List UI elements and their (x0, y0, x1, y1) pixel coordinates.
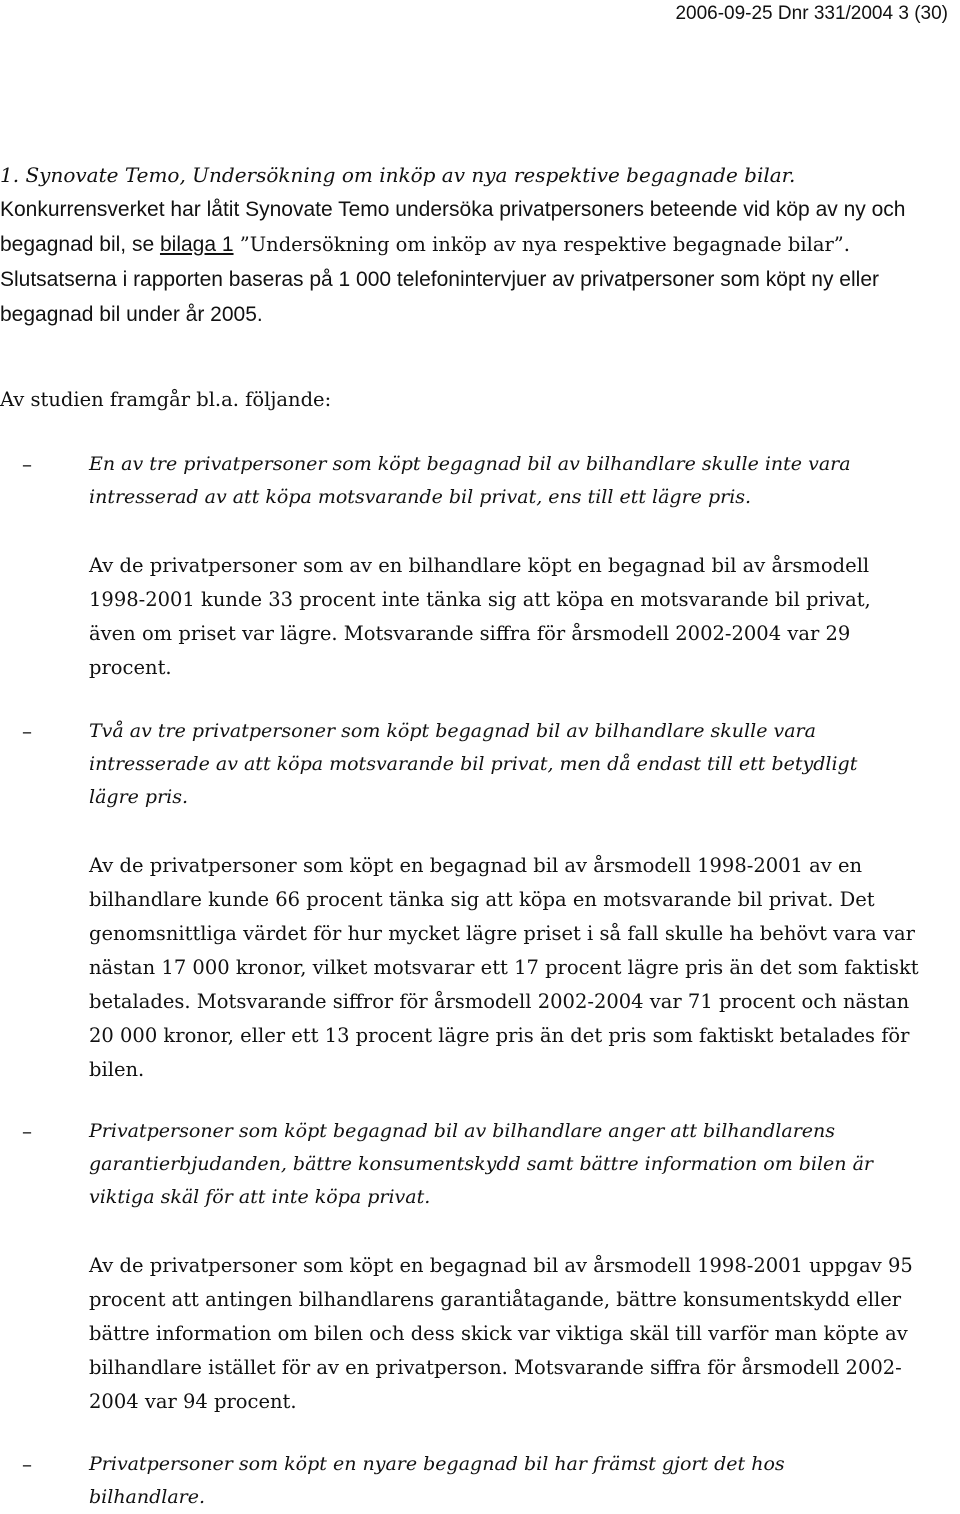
appendix-link[interactable]: bilaga 1 (159, 233, 234, 256)
finding-item-1 (0, 448, 950, 685)
dash-marker: – (22, 452, 32, 476)
finding-text: En av tre privatpersoner som köpt begagnad bil av bilhandlare skulle inte vara intresserad av att köpa motsvarande bil privat, ens till ett lägre pris. (89, 453, 851, 508)
finding-detail: Av de privatpersoner som köpt en begagnad bil av årsmodell 1998-2001 uppgav 95 procent att antingen bilhandlarens garantiåtagande, bättre konsumentskydd eller bättre information om bilen och dess skick var viktiga skäl till varför man köpte av bilhandlare istället för av en privatperson. Motsvarande siffra för årsmodell 2002-2004 var 94 procent. (89, 1254, 913, 1413)
finding-detail: Av de privatpersoner som köpt en begagnad bil av årsmodell 1998-2001 av en bilhandlare kunde 66 procent tänka sig att köpa en motsvarande bil privat. Det genomsnittliga värdet för hur mycket lägre priset i så fall skulle ha behövt vara var nästan 17 000 kronor, vilket motsvarar ett 17 procent lägre pris än det som faktiskt betalades. Motsvarande siffror för årsmodell 2002-2004 var 71 procent och nästan 20 000 kronor, eller ett 13 procent lägre pris än det pris som faktiskt betalades för bilen. (89, 854, 919, 1081)
dash-marker: – (22, 1119, 32, 1143)
finding-item-3 (0, 1115, 950, 1419)
intro-text-a: Konkurrensverket har låtit Synovate Temo undersöka privatpersoners beteende vid köp av ny och begagnad bil, se (0, 198, 906, 256)
finding-item-2 (0, 715, 950, 1087)
header-ref: Dnr 331/2004 (777, 3, 894, 24)
dash-marker: – (22, 1452, 32, 1476)
finding-text: Två av tre privatpersoner som köpt begagnad bil av bilhandlare skulle vara intresserade av att köpa motsvarande bil privat, men då endast till ett betydligt lägre pris. (89, 720, 858, 808)
lead-sentence: Av studien framgår bl.a. följande: (0, 388, 332, 411)
page-header (675, 2, 948, 26)
intro-text-b: ”Undersökning om inköp av nya respektive begagnade bilar”. (233, 233, 850, 256)
intro-text-c: Slutsatserna i rapporten baseras på 1 000 telefonintervjuer av privatpersoner som köpt ny eller begagnad bil under år 2005. (0, 268, 879, 326)
finding-detail: Av de privatpersoner som av en bilhandlare köpt en begagnad bil av årsmodell 1998-2001 kunde 33 procent inte tänka sig att köpa en motsvarande bil privat, även om priset var lägre. Motsvarande siffra för årsmodell 2002-2004 var 29 procent. (89, 554, 871, 679)
intro-section (0, 158, 950, 332)
intro-paragraph (0, 192, 950, 332)
finding-text: Privatpersoner som köpt begagnad bil av bilhandlare anger att bilhandlarens garantierbjudanden, bättre konsumentskydd samt bättre information om bilen är viktiga skäl för att inte köpa privat. (89, 1120, 873, 1208)
section-heading: 1. Synovate Temo, Undersökning om inköp av nya respektive begagnade bilar. (0, 163, 796, 187)
header-date: 2006-09-25 (675, 3, 773, 24)
finding-item-4 (0, 1448, 950, 1514)
finding-text: Privatpersoner som köpt en nyare begagnad bil har främst gjort det hos bilhandlare. (89, 1453, 785, 1508)
header-page: 3 (30) (898, 3, 948, 24)
dash-marker: – (22, 719, 32, 743)
